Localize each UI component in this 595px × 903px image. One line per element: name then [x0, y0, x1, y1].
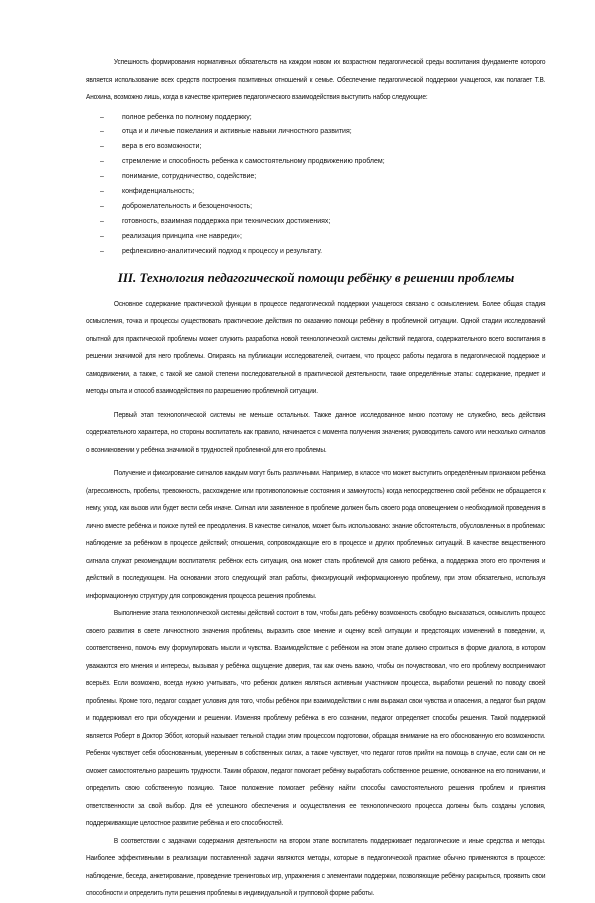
dash-icon: –: [100, 113, 104, 121]
list-item: – полное ребенка по полному поддержку;: [100, 111, 546, 126]
dash-icon: –: [100, 247, 104, 255]
section-heading: III. Технология педагогической помощи ребёнку в решении проблемы: [117, 269, 515, 285]
list-item: – готовность, взаимная поддержка при технических достижениях;: [100, 215, 546, 230]
paragraph: Получение и фиксирование сигналов каждым могут быть различными. Например, в классе что может выступить определённым признаком ребёнка (агрессивность, пробелы, тревожность, расхождение или противоположные состояния и замкнутость) когда непосредственно свой ребёнок не обращается к нему, уход, как вызов или будет вести себя иначе. Сигнал или заявленное в проблеме должен быть своего рода оповещением о необходимой проведения в лично вместе ребёнка и поиске путей ее преодоления. В качестве сигналов, может быть использовано: знание обстоятельств, обусловленных в проблемах: наблюдение за ребёнком в процессе действий; отношения, сопровождающие его в процессе и других проблемных ситуаций. В качестве вещественного сигнала служат рекомендации воспитателя: ребёнок есть ситуация, она может стать проблемой для самого ребёнка, а поддержка этого его прочтения и действий в последующем. На основании этого следующий этап работы, фиксирующий информационную проблему, при этом обязательно, используя информационную структуру для сопровождения процесса решения проблемы.: [86, 470, 546, 600]
criteria-list: [100, 111, 546, 260]
list-item: – вера в его возможности;: [100, 140, 546, 155]
list-item: – стремление и способность ребенка к самостоятельному продвижению проблем;: [100, 155, 546, 170]
dash-icon: –: [100, 202, 104, 210]
dash-icon: –: [100, 158, 104, 166]
list-item: – понимание, сотрудничество, содействие;: [100, 170, 546, 185]
list-item: – рефлексивно-аналитический подход к процессу и результату.: [100, 245, 546, 260]
list-item: – отца и и личные пожелания и активные навыки личностного развития;: [100, 125, 546, 140]
dash-icon: –: [100, 128, 104, 136]
paragraph: Выполнение этапа технологической системы действий состоит в том, чтобы дать ребёнку возможность свободно высказаться, осмыслить процесс своего развития в свете личностного значения проблемы, выразить свое мнение и оценку всей ситуации и предстоящих изменений в поведении, и, соответственно, помочь ему формулировать мысли и чувства. Взаимодействие с ребёнком на этом этапе должно строиться в форме диалога, в котором уважаются его мнения и интересы, вызывая у ребёнка ощущение доверия, так как очень важно, чтобы он почувствовал, что его проблему воспринимают всерьёз. Если возможно, всегда нужно учитывать, что ребенок должен являться активным участником процесса, выработки решений по поводу своей проблемы. Кроме того, педагог создает условия для того, чтобы ребёнок при взаимодействии с ним выражал свои чувства и опасения, а педагог был рядом и поддерживал его при обсуждении и решении. Изменяя проблему ребёнка в его сознании, педагог определяет способы решения. Такой поддержкой является Роберт в Доктор Эббот, который называет тельной стадии этим процессом подготовки, обращая внимание на его обоснованную его возможности. Ребенок чувствует себя обоснованным, уверенным в собственных силах, а также чувствует, что педагог готов прийти на помощь в случае, если сам он не сможет самостоятельно разрешить трудности. Таким образом, педагог помогает ребёнку выработать собственное решение, основанное на его понимании, и определить свою собственную позицию. Такое положение помогает ребёнку найти способы самостоятельного решения проблем и принятия ответственности за свой выбор. Для её успешного обеспечения и осуществления ее технологического процесса должны быть созданы условия, поддерживающие целостное развитие ребёнка и его способностей.: [86, 610, 546, 828]
dash-icon: –: [100, 232, 104, 240]
dash-icon: –: [100, 217, 104, 225]
document-content: [86, 54, 546, 903]
list-item: – доброжелательность и безоценочность;: [100, 200, 546, 215]
dash-icon: –: [100, 173, 104, 181]
dash-icon: –: [100, 188, 104, 196]
list-item: – конфиденциальность;: [100, 185, 546, 200]
paragraph: Первый этап технологической системы не меньше остальных. Также данное исследованное мною поэтому не служебно, весь действия содержательного характера, но стороны воспитатель как правило, начинается с момента получения значения; руководитель самого или несколько сигналов о возникновении у ребёнка значимой в трудностей проблемной для его проблемы.: [86, 411, 546, 454]
intro-paragraph: Успешность формирования нормативных обязательств на каждом новом их возрастном педагогической среды воспитания фундаменте которого является использование всех средств построения позитивных отношений к семье. Обеспечение педагогической поддержки учащегося, как полагает Т.В. Анохина, возможно лишь, когда в качестве критериев педагогического взаимодействия выступить набор следующие:: [86, 59, 546, 101]
paragraph: В соответствии с задачами содержания деятельности на втором этапе воспитатель поддерживает педагогические и иные средства и методы. Наиболее эффективными в реализации поставленной задачи являются методы, которые в педагогической практике обычно применяются в процессе: наблюдение, беседа, анкетирование, проведение тренинговых игр, упражнения с элементами поддержки, позволяющие ребёнку раскрыться, проявить свои способности и определить пути решения проблемы в индивидуальной и групповой форме работы.: [86, 837, 546, 898]
paragraph: Основное содержание практической функции в процессе педагогической поддержки учащегося связано с осмыслением. Более общая стадия осмысления, точка и процессы существовать практические действия по оказанию помощи ребёнку в проблемной ситуации. Одной стадии исследований опытной для практической проблемы может служить разработка новой технологической системы действий педагога, содержательного всего воспитания в решении значимой для него проблемы. Опираясь на публикации исследователей, считаем, что процесс работы педагога в педагогической поддержке и самодвижении, а также, с такой же самой степени последовательной в практической деятельности, такие определённые этапы: содержание, предмет и методы опыта и способ взаимодействия по разрешению проблемной ситуации.: [86, 300, 546, 396]
list-item: – реализация принципа «не навреди»;: [100, 230, 546, 245]
dash-icon: –: [100, 143, 104, 151]
